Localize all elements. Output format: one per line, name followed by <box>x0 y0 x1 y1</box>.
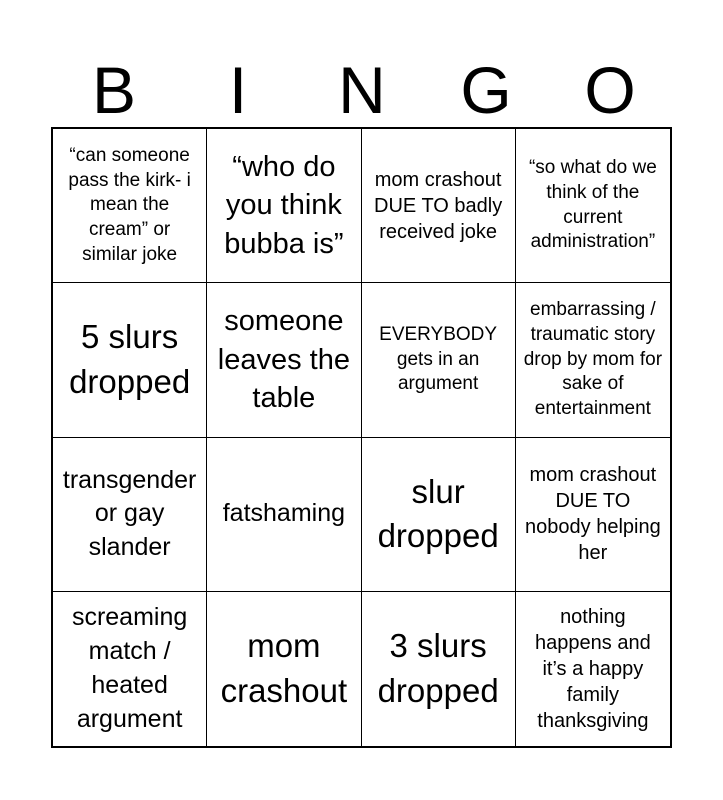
bingo-cell-text: mom crashout <box>220 627 348 709</box>
bingo-cell[interactable] <box>207 283 361 437</box>
bingo-cell[interactable] <box>516 283 670 437</box>
bingo-cell[interactable] <box>362 438 516 592</box>
header-letter-o: O <box>584 53 636 127</box>
header-letter-i: I <box>228 53 248 127</box>
bingo-cell-text: mom crashout DUE TO badly received joke <box>374 168 503 243</box>
bingo-cell[interactable] <box>362 592 516 746</box>
header-letter-n: N <box>338 53 386 127</box>
bingo-cell-text: “who do you think bubba is” <box>224 150 344 260</box>
bingo-cell-text: nothing happens and it’s a happy family thanksgiving <box>535 605 651 732</box>
bingo-cell-text: someone leaves the table <box>217 305 350 415</box>
bingo-header <box>52 52 672 128</box>
bingo-cell[interactable] <box>516 438 670 592</box>
bingo-cell-text: “so what do we think of the current administration” <box>528 157 657 253</box>
bingo-cell-text: screaming match / heated argument <box>71 603 188 733</box>
header-letter-g: G <box>460 53 512 127</box>
bingo-cell[interactable] <box>207 129 361 283</box>
bingo-cell-text: “can someone pass the kirk- i mean the cream” or similar joke <box>68 144 191 265</box>
bingo-cell[interactable] <box>516 592 670 746</box>
bingo-cell-text: 5 slurs dropped <box>69 318 191 400</box>
bingo-cell[interactable] <box>516 129 670 283</box>
bingo-cell-text: embarrassing / traumatic story drop by mom for sake of entertainment <box>523 299 663 419</box>
bingo-cell[interactable] <box>53 283 207 437</box>
bingo-cell[interactable] <box>207 438 361 592</box>
bingo-cell[interactable] <box>207 592 361 746</box>
header-letter-b: B <box>91 53 137 127</box>
bingo-cell[interactable] <box>362 129 516 283</box>
bingo-cell[interactable] <box>362 283 516 437</box>
bingo-cell[interactable] <box>53 129 207 283</box>
bingo-cell-text: transgender or gay slander <box>62 465 197 561</box>
bingo-cell-text: fatshaming <box>222 499 346 528</box>
bingo-cell[interactable] <box>53 592 207 746</box>
bingo-cell-text: slur dropped <box>377 472 499 555</box>
bingo-cell[interactable] <box>53 438 207 592</box>
bingo-cell-text: 3 slurs dropped <box>377 627 499 709</box>
bingo-board <box>51 127 672 748</box>
bingo-cell-text: mom crashout DUE TO nobody helping her <box>525 464 661 565</box>
bingo-cell-text: EVERYBODY gets in an argument <box>379 323 498 395</box>
